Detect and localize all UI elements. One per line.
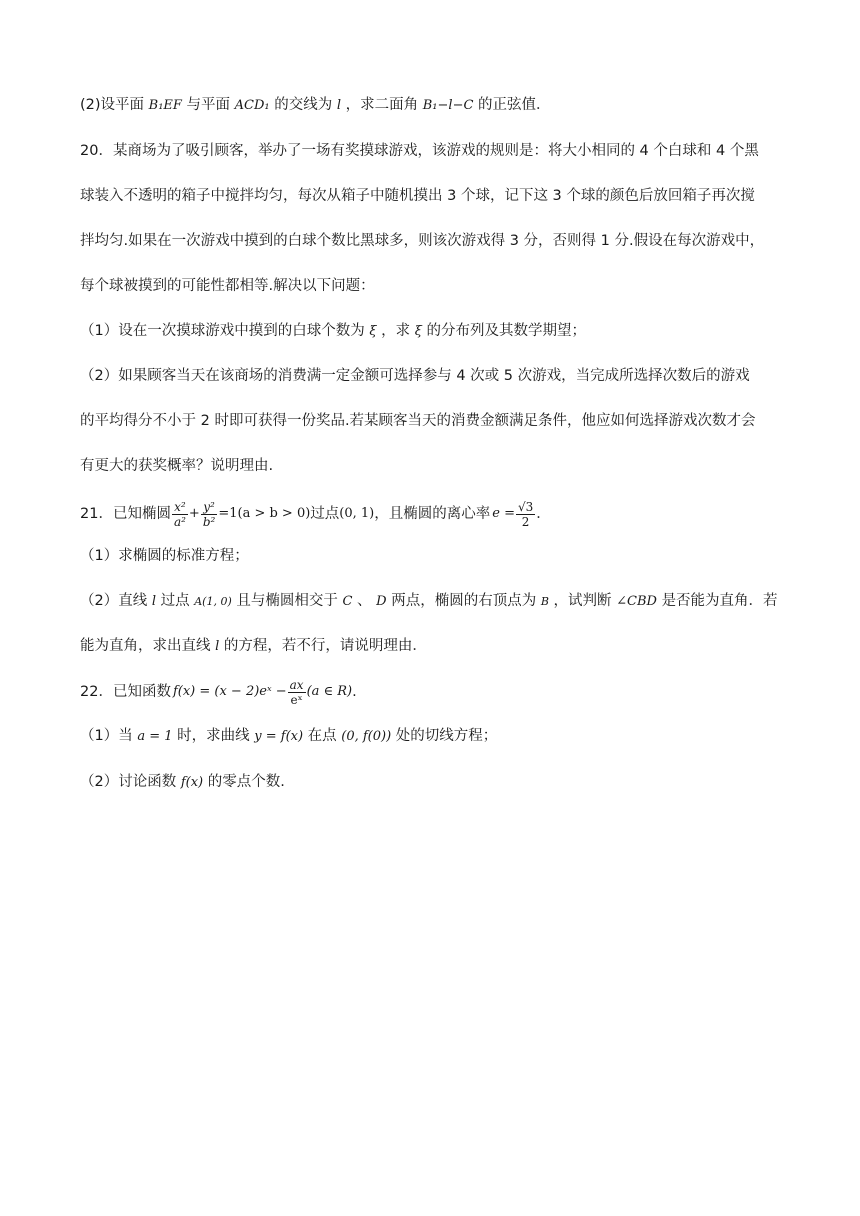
text: 21．已知椭圆	[80, 506, 171, 522]
math-fx: f(x)	[180, 775, 204, 790]
text: 的交线为	[274, 97, 333, 113]
math-e: e =	[492, 506, 515, 521]
numerator: ax	[289, 677, 304, 692]
q19-part2	[80, 95, 780, 116]
q21-stem: 21．已知椭圆 $\frac{\text{x²}}{\text{a²}}$ + $\frac{\text{y²}}{\text{b²}}$ =1(a > b > 0) 过点 (0, 1) ，且椭圆的离心率 e = $\frac{√3}{2}$ ．	[80, 499, 551, 529]
q20-part2-line3: 有更大的获奖概率？说明理由.	[80, 458, 274, 474]
math-d: D	[376, 594, 387, 609]
q21-part2-line2	[80, 636, 780, 657]
denominator: b²	[202, 514, 216, 529]
text: 能为直角，求出直线	[80, 638, 211, 654]
text: （1）设在一次摸球游戏中摸到的白球个数为	[80, 323, 365, 339]
math-plane-acd1: ACD₁	[234, 98, 270, 113]
numerator: √3	[517, 499, 534, 514]
text: 22．已知函数	[80, 684, 171, 700]
math-point: (0, f(0))	[341, 729, 392, 744]
q21-part2-line1	[80, 591, 780, 612]
text: 在点	[307, 728, 337, 744]
text: 的零点个数.	[207, 774, 285, 790]
math-line-l: l	[336, 98, 342, 113]
numerator: y²	[203, 499, 215, 514]
math-condition: =1(a > b > 0)	[218, 506, 311, 521]
math-function: f(x) = (x − 2)eˣ −	[172, 684, 287, 699]
text: ，求	[381, 323, 411, 339]
math-domain: (a ∈ R)	[306, 684, 353, 699]
text: 两点，椭圆的右顶点为	[391, 593, 537, 609]
text: ．	[536, 506, 551, 522]
text: ，且椭圆的离心率	[374, 506, 491, 522]
text: ，求二面角	[345, 97, 419, 113]
text: ，试判断	[553, 593, 612, 609]
math-xi: ξ	[414, 324, 422, 339]
text: 的方程，若不行，请说明理由．	[223, 638, 427, 654]
text: （1）当	[80, 728, 133, 744]
text: 与平面	[186, 97, 231, 113]
math-curve: y = f(x)	[254, 729, 304, 744]
q20-part2-line2: 的平均得分不小于 2 时即可获得一份奖品.若某顾客当天的消费金额满足条件，他应如何选择游戏次数才会	[80, 413, 756, 429]
math-dihedral-angle: B₁−l−C	[422, 98, 474, 113]
denominator: a²	[173, 514, 186, 529]
q22-stem	[80, 672, 780, 712]
text: (2)设平面	[80, 97, 145, 113]
text: 过点	[310, 506, 340, 522]
text: 时，求曲线	[177, 728, 250, 744]
q20-line1: 20．某商场为了吸引顾客，举办了一场有奖摸球游戏，该游戏的规则是：将大小相同的 4 个白球和 4 个黑	[80, 143, 759, 159]
q22-part2	[80, 772, 780, 793]
fraction-ax-ex	[288, 678, 306, 707]
denominator: 2	[521, 514, 530, 529]
text: 且与椭圆相交于	[236, 593, 338, 609]
q20-line2: 球装入不透明的箱子中搅拌均匀，每次从箱子中随机摸出 3 个球，记下这 3 个球的颜色后放回箱子再次搅	[80, 188, 755, 204]
math-point: (0, 1)	[339, 506, 375, 521]
q20-line4: 每个球被摸到的可能性都相等.解决以下问题：	[80, 278, 375, 294]
math-plane-b1ef: B₁EF	[148, 98, 182, 113]
fraction-x2-a2	[172, 500, 188, 529]
math-l: l	[215, 639, 220, 654]
math-l: l	[151, 594, 157, 609]
math-point-a: A(1, 0)	[194, 595, 232, 608]
q20-line3: 拌均匀.如果在一次游戏中摸到的白球个数比黑球多，则该次游戏得 3 分，否则得 1 分.假设在每次游戏中，	[80, 233, 765, 249]
text: .	[352, 684, 357, 700]
text: （2）讨论函数	[80, 774, 177, 790]
text: 的正弦值．	[478, 97, 551, 113]
q20-part2-line1: （2）如果顾客当天在该商场的消费满一定金额可选择参与 4 次或 5 次游戏，当完成所选择次数后的游戏	[80, 368, 750, 384]
fraction-y2-b2	[201, 500, 218, 529]
text: 是否能为直角．若	[661, 593, 778, 609]
numerator: x²	[174, 499, 186, 514]
math-xi: ξ	[369, 324, 377, 339]
text: 、	[357, 593, 372, 609]
text: 过点	[160, 593, 190, 609]
fraction-sqrt3-2	[516, 500, 535, 529]
math-angle-cbd: ∠CBD	[616, 594, 657, 609]
denominator: eˣ	[290, 692, 303, 707]
q20-part1	[80, 321, 780, 342]
math-b: B	[540, 595, 549, 608]
text: 处的切线方程；	[395, 728, 498, 744]
text: 的分布列及其数学期望；	[426, 323, 587, 339]
text: （2）直线	[80, 593, 148, 609]
math-c: C	[342, 594, 353, 609]
q21-part1: （1）求椭圆的标准方程；	[80, 548, 249, 564]
q22-part1	[80, 726, 780, 747]
math-a-equals-1: a = 1	[137, 729, 173, 744]
